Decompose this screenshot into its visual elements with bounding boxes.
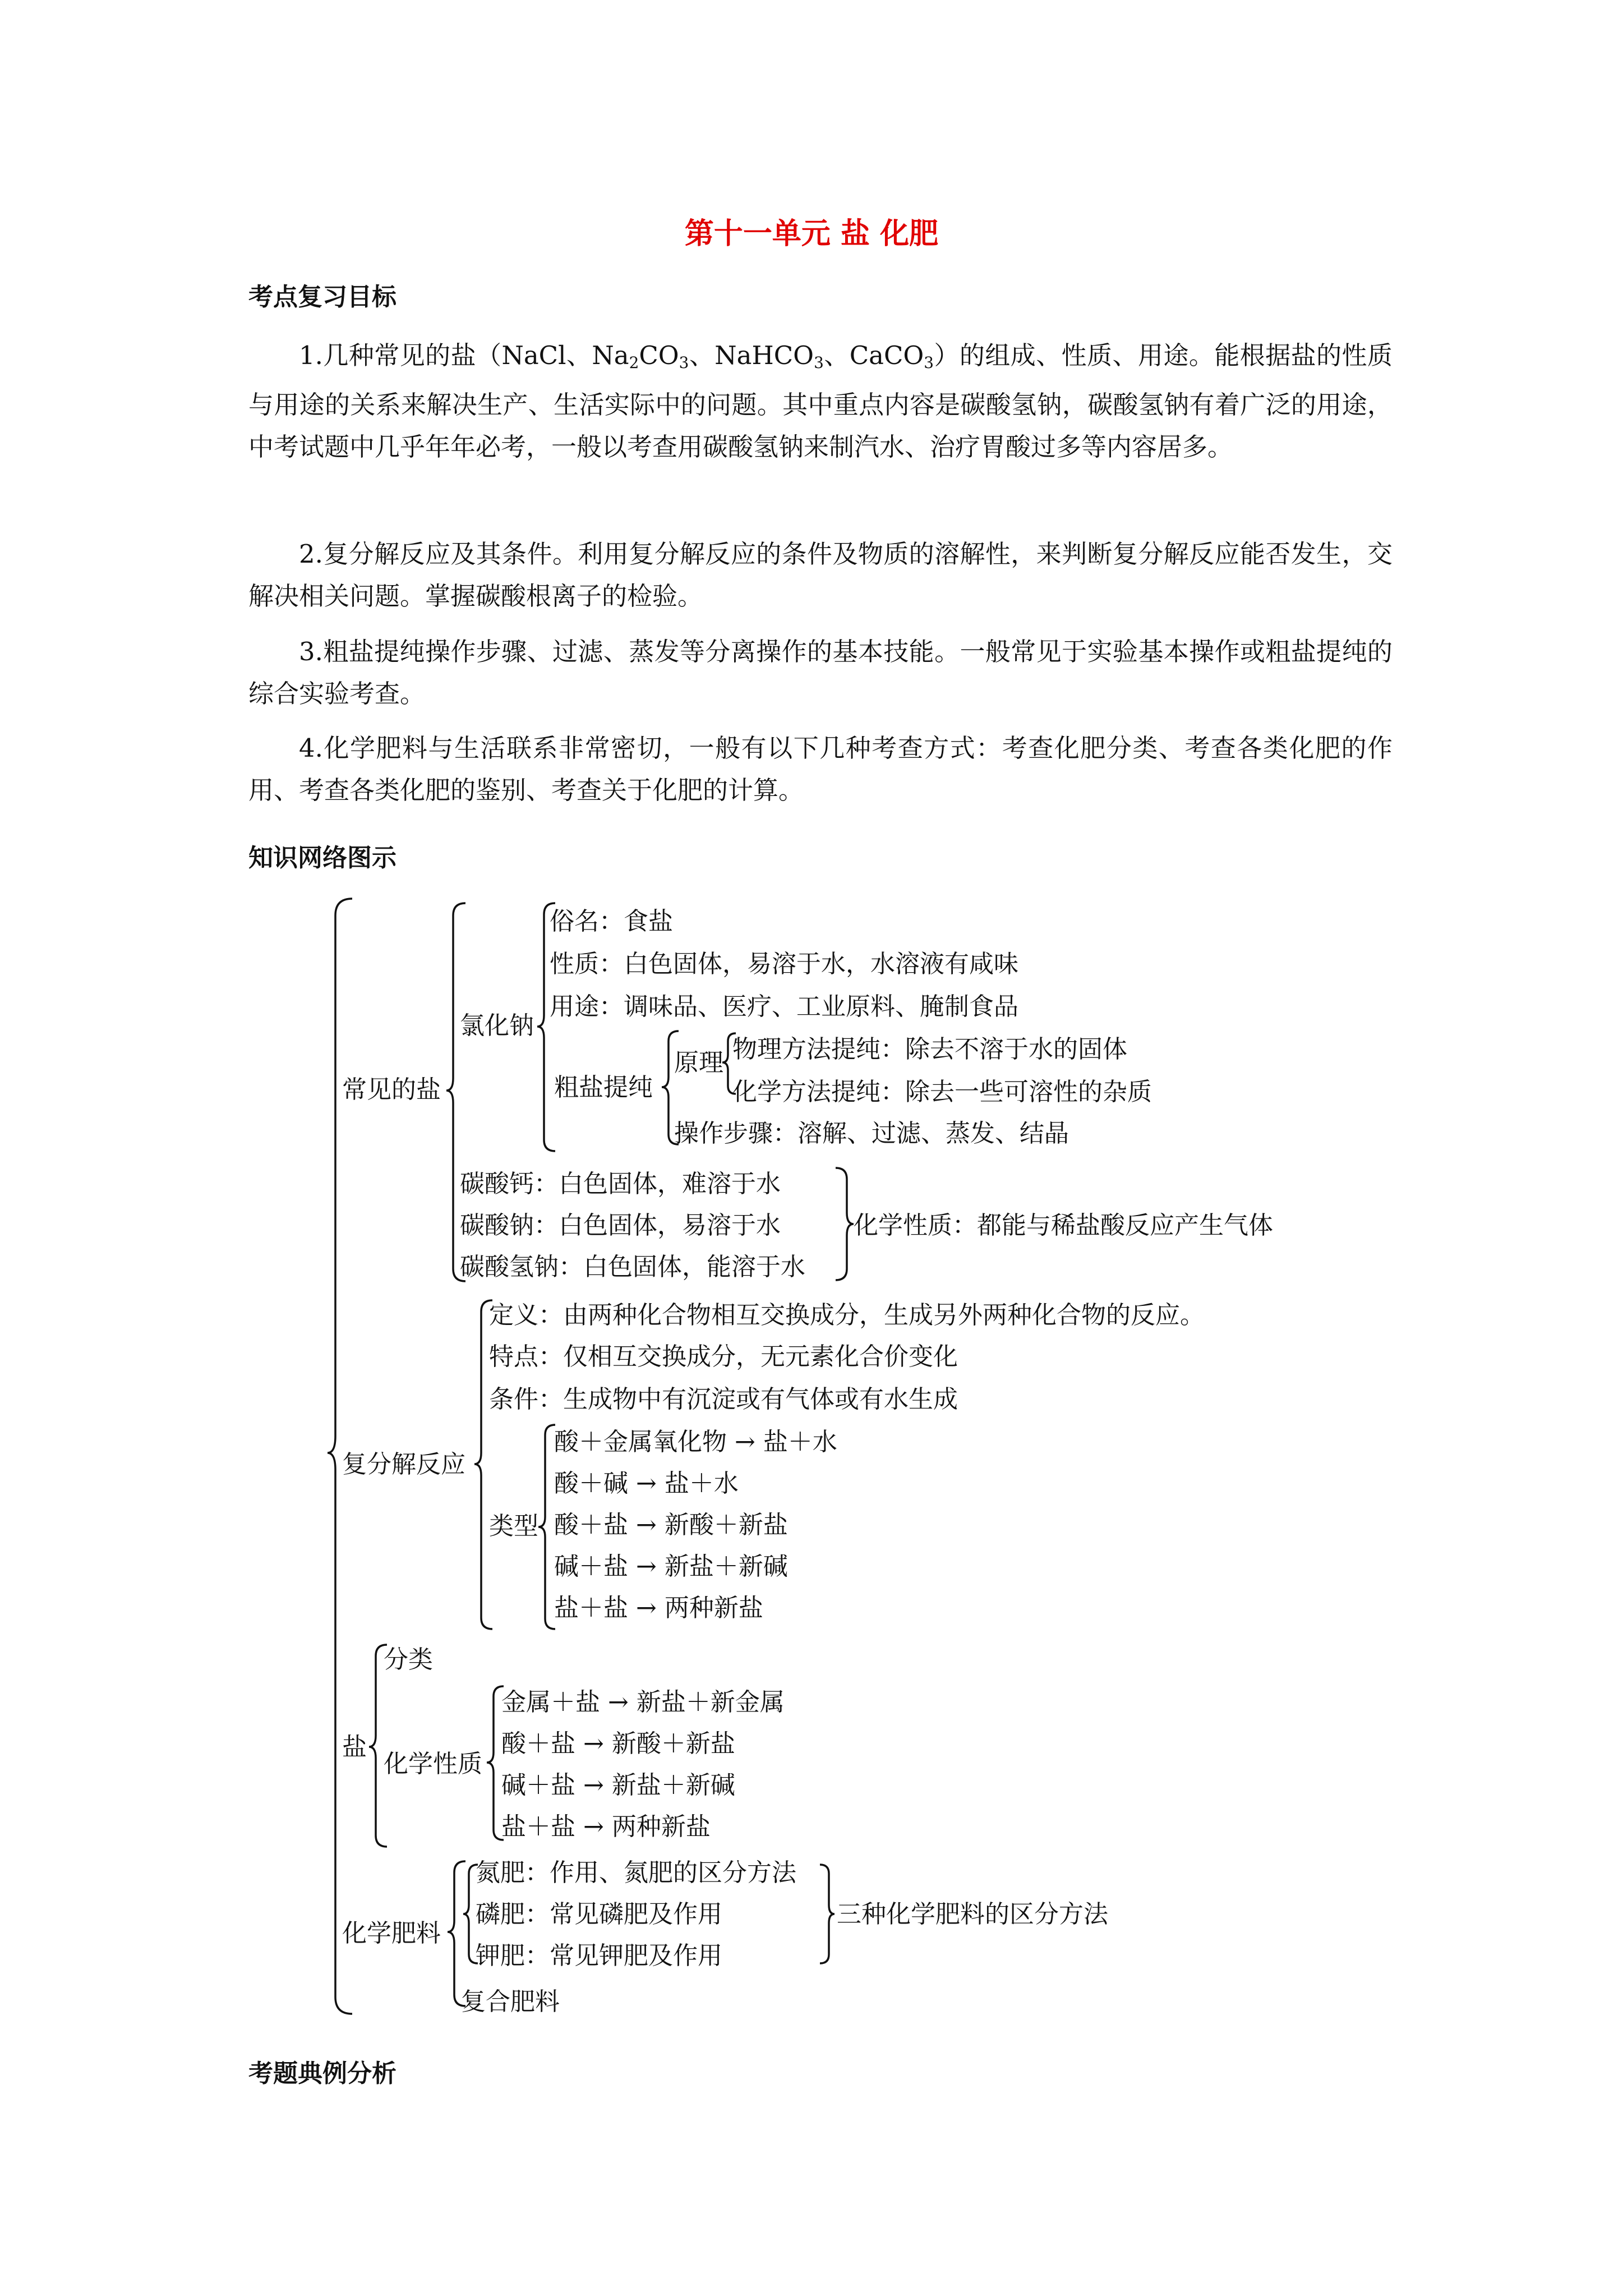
- node-salt-chem: 化学性质: [384, 1750, 482, 1778]
- dd-condition: 条件：生成物中有沉淀或有气体或有水生成: [489, 1385, 958, 1414]
- salt-chem-item: 盐＋盐 → 两种新盐: [501, 1812, 711, 1841]
- carbonate-chem-property: 化学性质：都能与稀盐酸反应产生气体: [854, 1211, 1273, 1240]
- target-paragraph-4: 4.化学肥料与生活联系非常密切，一般有以下几种考查方式：考查化肥分类、考查各类化肥的作用、考查各类化肥的鉴别、考查关于化肥的计算。: [248, 733, 1393, 805]
- brace-types: [538, 1425, 555, 1629]
- target-paragraph-2: 2.复分解反应及其条件。利用复分解反应的条件及物质的溶解性，来判断复分解反应能否发生，交解决相关问题。掌握碳酸根离子的检验。: [248, 539, 1393, 611]
- section-heading-examples: 考题典例分析: [248, 2059, 396, 2088]
- purify-steps: 操作步骤：溶解、过滤、蒸发、结晶: [674, 1119, 1069, 1148]
- nacl-property: 性质：白色固体，易溶于水，水溶液有咸味: [550, 950, 1018, 978]
- brace-carbonates: [836, 1168, 854, 1280]
- fert-compound: 复合肥料: [461, 1987, 560, 2016]
- node-double-decomp: 复分解反应: [342, 1450, 465, 1479]
- fert-phosphorus: 磷肥：常见磷肥及作用: [476, 1900, 722, 1929]
- node-salt: 盐: [342, 1733, 367, 1761]
- node-types: 类型: [489, 1512, 538, 1540]
- brace-fert-types-right: [820, 1865, 834, 1963]
- target-paragraph-1: 1.几种常见的盐（NaCl、$Na_2CO_3$、NaHCO$_3$、CaCO$_3$）的组成、性质、用途。能根据盐的性质与用途的关系来解决生产、生活实际中的问题。其中重点内容是碳酸氢钠，碳酸氢钠有着广泛的用途，中考试题中几乎年年必考，一般以考查用碳酸氢钠来制汽水、治疗胃酸过多等内容居多。: [248, 341, 1393, 462]
- type-item: 酸＋盐 → 新酸＋新盐: [554, 1511, 788, 1539]
- type-item: 碱＋盐 → 新盐＋新碱: [554, 1552, 788, 1581]
- fert-potassium: 钾肥：常见钾肥及作用: [476, 1941, 722, 1970]
- salt-chem-item: 金属＋盐 → 新盐＋新金属: [501, 1688, 785, 1717]
- fert-distinguish: 三种化学肥料的区分方法: [837, 1900, 1108, 1929]
- node-fertilizer: 化学肥料: [342, 1919, 441, 1948]
- type-item: 酸＋金属氧化物 → 盐＋水: [554, 1428, 837, 1456]
- nacl-use: 用途：调味品、医疗、工业原料、腌制食品: [550, 992, 1018, 1021]
- node-common-salts: 常见的盐: [342, 1075, 441, 1104]
- nacl-common-name: 俗名：食盐: [550, 907, 673, 936]
- page-title: 第十一单元 盐 化肥: [684, 217, 939, 251]
- dd-definition: 定义：由两种化合物相互交换成分，生成另外两种化合物的反应。: [489, 1301, 1205, 1329]
- node-na2co3: 碳酸钠：白色固体，易溶于水: [460, 1211, 781, 1240]
- node-nacl: 氯化钠: [460, 1011, 534, 1040]
- brace-fertilizer: [448, 1861, 465, 2006]
- salt-classification: 分类: [384, 1645, 433, 1674]
- type-item: 酸＋碱 → 盐＋水: [554, 1469, 739, 1498]
- section-heading-targets: 考点复习目标: [248, 283, 396, 311]
- principle-physical: 物理方法提纯：除去不溶于水的固体: [732, 1035, 1127, 1064]
- type-item: 盐＋盐 → 两种新盐: [554, 1594, 763, 1622]
- principle-chemical: 化学方法提纯：除去一些可溶性的杂质: [732, 1078, 1152, 1106]
- dd-feature: 特点：仅相互交换成分，无元素化合价变化: [489, 1342, 958, 1371]
- salt-chem-item: 酸＋盐 → 新酸＋新盐: [501, 1729, 735, 1758]
- node-nahco3: 碳酸氢钠：白色固体，能溶于水: [460, 1253, 805, 1281]
- fert-nitrogen: 氮肥：作用、氮肥的区分方法: [476, 1858, 796, 1887]
- salt-chem-item: 碱＋盐 → 新盐＋新碱: [501, 1771, 735, 1800]
- node-caco3: 碳酸钙：白色固体，难溶于水: [460, 1170, 781, 1198]
- node-principle: 原理: [674, 1048, 723, 1077]
- section-heading-network: 知识网络图示: [248, 844, 396, 872]
- brace-nacl: [537, 903, 555, 1151]
- node-purify: 粗盐提纯: [554, 1073, 653, 1102]
- target-paragraph-3: 3.粗盐提纯操作步骤、过滤、蒸发等分离操作的基本技能。一般常见于实验基本操作或粗盐提纯的综合实验考查。: [248, 637, 1393, 708]
